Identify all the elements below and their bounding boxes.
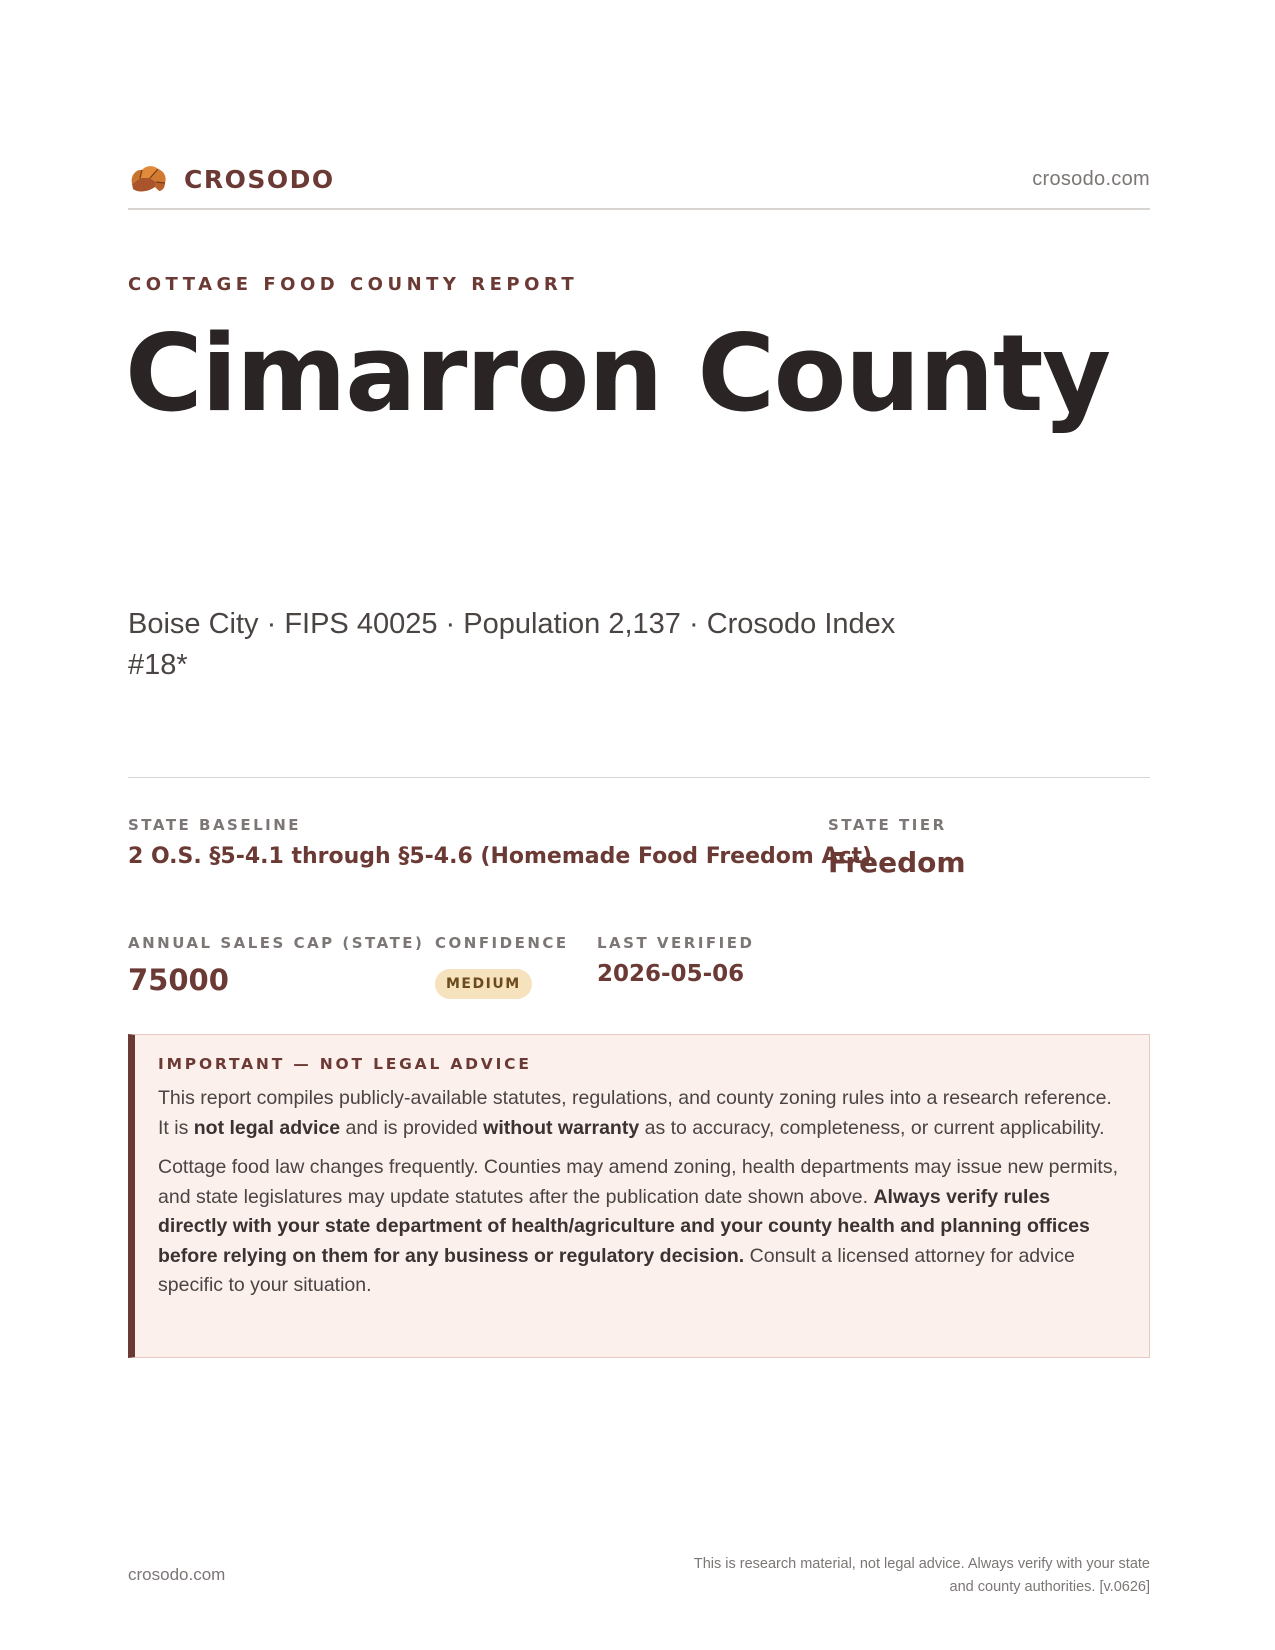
state-baseline-label: STATE BASELINE [128, 816, 302, 834]
last-verified-value: 2026-05-06 [597, 961, 745, 987]
notice-emphasis: not legal advice [193, 1116, 341, 1139]
footer-disclaimer [630, 1553, 1150, 1599]
page-title: Cimarron County [125, 312, 1110, 435]
page-header [128, 158, 1150, 210]
state-baseline-value: 2 O.S. §5-4.1 through §5-4.6 (Homemade Food Freedom Act) [128, 844, 873, 869]
notice-paragraph-1: This report compiles publicly-available statutes, regulations, and county zoning rules into a research reference. It is not legal advice and is provided without warranty as to accuracy, completeness, or current applicability. [158, 1087, 1112, 1139]
report-subtitle: Boise City · FIPS 40025 · Population 2,137 · Crosodo Index #18* [128, 608, 896, 681]
brand [128, 160, 335, 198]
notice-emphasis: Always verify rules directly with your state department of health/agriculture and your county health and planning offices before relying on them for any business or regulatory decision. [158, 1185, 1090, 1267]
header-url[interactable]: crosodo.com [1032, 168, 1150, 190]
notice-paragraph-2: Cottage food law changes frequently. Counties may amend zoning, health departments may issue new permits, and state legislatures may update statutes after the publication date shown above. Always verify rules directly with your state department of health/agriculture and your county health and planning offices before relying on them for any business or regulatory decision. Consult a licensed attorney for advice specific to your situation. [158, 1156, 1118, 1296]
last-verified-label: LAST VERIFIED [597, 934, 755, 952]
divider [128, 777, 1150, 778]
legal-notice [128, 1034, 1150, 1358]
report-page [125, 0, 1150, 1650]
notice-title: IMPORTANT — NOT LEGAL ADVICE [158, 1055, 532, 1073]
croissant-icon [128, 160, 170, 198]
state-tier-label: STATE TIER [828, 816, 947, 834]
sales-cap-value: 75000 [128, 963, 229, 997]
brand-name: CROSODO [184, 164, 335, 194]
state-tier-value: Freedom [828, 846, 966, 879]
report-eyebrow: COTTAGE FOOD COUNTY REPORT [128, 274, 579, 295]
footer-disclaimer-line: This is research material, not legal advice. Always verify with your state [693, 1556, 1150, 1572]
footer-url[interactable]: crosodo.com [128, 1565, 226, 1584]
confidence-badge: MEDIUM [435, 969, 532, 999]
confidence-label: CONFIDENCE [435, 934, 569, 952]
footer-disclaimer-line: and county authorities. [v.0626] [949, 1579, 1150, 1595]
notice-emphasis: without warranty [483, 1116, 640, 1139]
sales-cap-label: ANNUAL SALES CAP (STATE) [128, 934, 425, 952]
